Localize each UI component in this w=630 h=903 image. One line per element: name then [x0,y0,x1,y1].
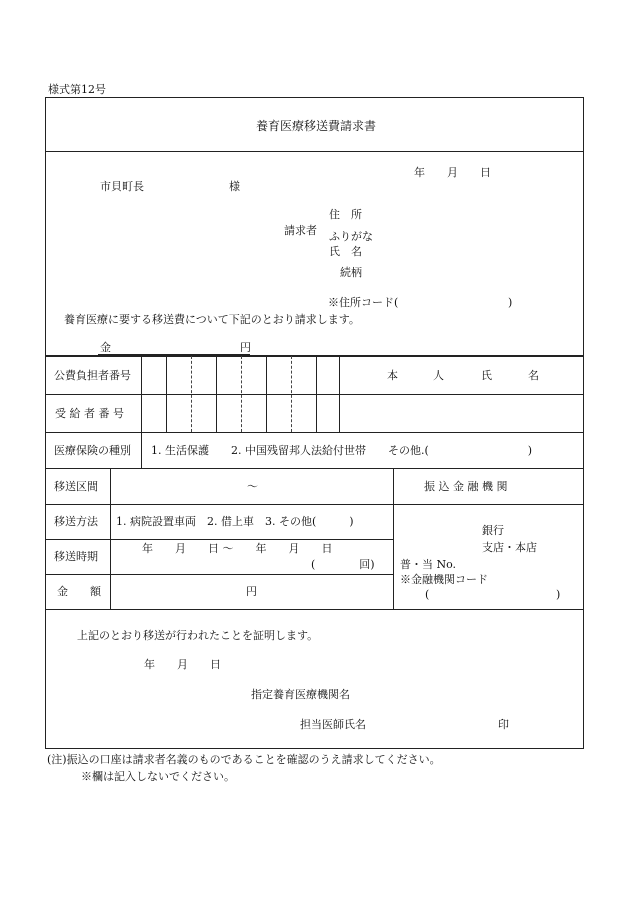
requester-label: 請求者 [284,224,317,237]
amount-unit: 円 [246,585,257,598]
address-code-close: ) [508,296,513,309]
honorific: 様 [229,180,240,193]
transport-section-label: 移送区間 [54,480,98,493]
period-label: 移送時期 [54,550,98,563]
requester-name-field[interactable]: 氏 名 [329,245,362,258]
addressee: 市貝町長 [100,180,144,193]
recipient-number-input[interactable] [142,395,339,432]
title-divider [45,151,584,152]
method-options[interactable]: 1. 病院設置車両 2. 借上車 3. その他( ) [116,515,354,528]
person-name-char-2: 人 [433,369,444,382]
bank-code-close: ) [556,588,561,601]
public-payer-label: 公費負担者番号 [54,369,131,382]
institution-field[interactable]: 指定養育医療機関名 [251,688,350,701]
request-statement: 養育医療に要する移送費について下記のとおり請求します。 [64,313,360,326]
branch-field[interactable]: 支店・本店 [482,541,537,554]
period-count[interactable]: ( 回) [311,558,375,571]
certification-statement: 上記のとおり移送が行われたことを証明します。 [77,629,319,642]
bank-header: 振 込 金 融 機 関 [424,480,508,493]
amount-label: 金 額 [57,585,101,598]
seal-mark: 印 [498,718,509,731]
transport-section-value[interactable]: 〜 [247,480,258,493]
note-account-holder: (注)振込の口座は請求者名義のものであることを確認のうえ請求してください。 [47,753,441,766]
person-name-char-4: 名 [528,369,539,382]
requester-relation-field[interactable]: 続柄 [340,266,362,279]
public-payer-number-input[interactable] [142,357,339,394]
request-date[interactable]: 年 月 日 [414,166,491,179]
doctor-field[interactable]: 担当医師氏名 [300,718,366,731]
bank-name-field[interactable]: 銀行 [482,524,504,537]
method-label: 移送方法 [54,515,98,528]
amount-input-line[interactable] [98,354,250,355]
requester-address-field[interactable]: 住 所 [329,208,362,221]
requester-furigana-field[interactable]: ふりがな [329,230,373,243]
person-name-char-1: 本 [387,369,398,382]
form-title: 養育医療移送費請求書 [256,119,377,133]
amount-suffix: 円 [240,341,251,354]
person-name-char-3: 氏 [481,369,492,382]
certification-date[interactable]: 年 月 日 [144,658,221,671]
amount-input[interactable] [111,575,393,609]
insurance-label: 医療保険の種別 [54,444,131,457]
note-do-not-fill: ※欄は記入しないでください。 [81,770,235,783]
person-name-input[interactable] [340,395,583,432]
bank-code-open[interactable]: ( [425,588,430,601]
amount-prefix: 金 [100,341,111,354]
bank-code-label: ※金融機関コード [400,573,488,586]
period-value[interactable]: 年 月 日 〜 年 月 日 [142,542,333,555]
form-number: 様式第12号 [48,83,106,96]
recipient-label: 受 給 者 番 号 [55,407,124,420]
insurance-options[interactable]: 1. 生活保護 2. 中国残留邦人法給付世帯 その他.( ) [151,444,533,457]
account-type-field[interactable]: 普・当 No. [400,558,457,571]
address-code-field[interactable]: ※住所コード( [328,296,399,309]
